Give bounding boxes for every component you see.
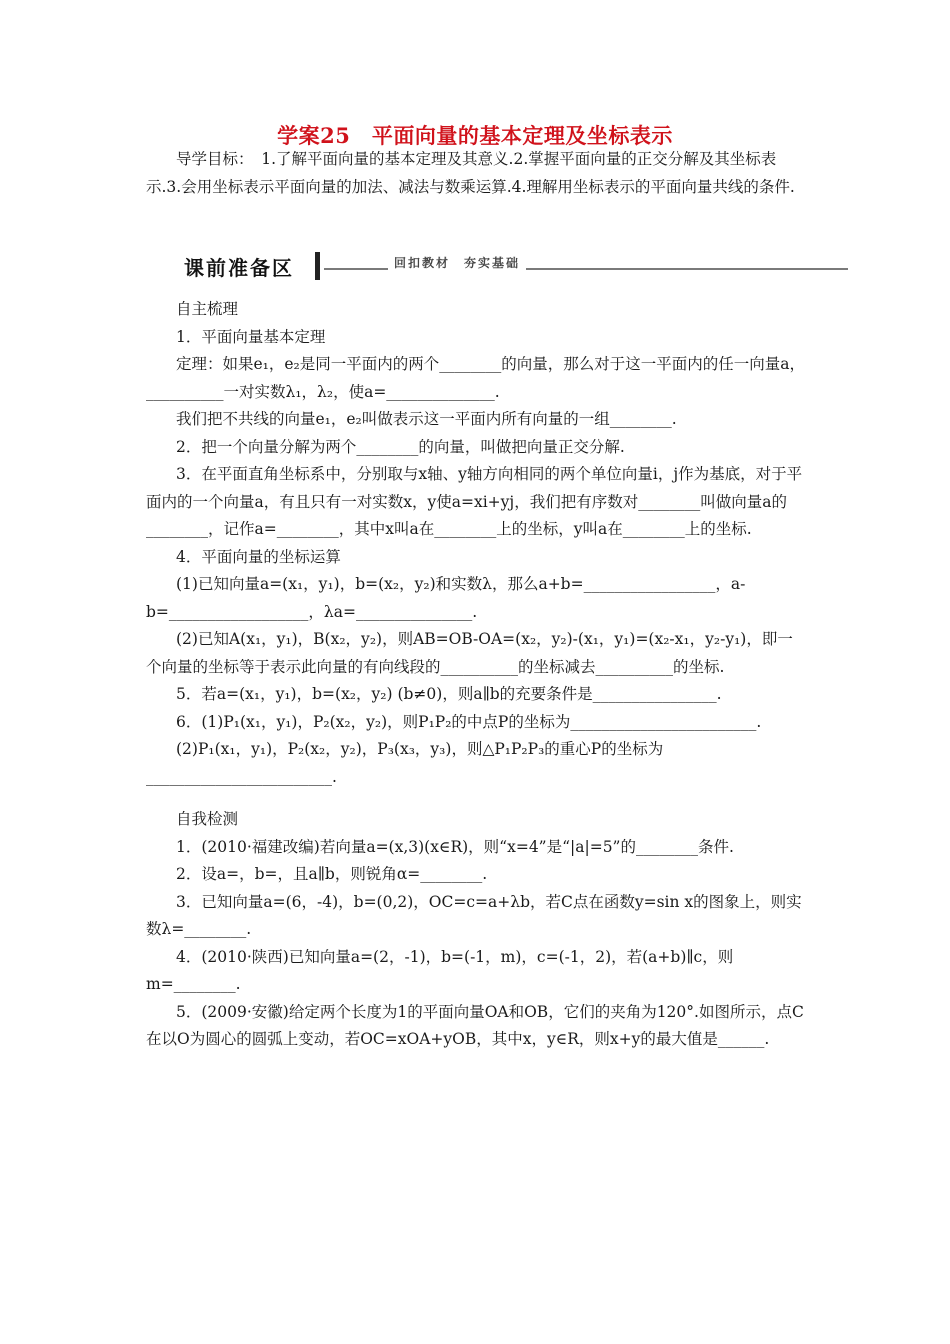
- banner-subtitle: 回扣教材 夯实基础: [388, 254, 526, 271]
- paragraph: (1)已知向量a=(x₁，y₁)，b=(x₂，y₂)和实数λ，那么a+b=_________________，a-b=__________________，λa=_______________.: [146, 575, 746, 621]
- paragraph: 4．平面向量的坐标运算: [176, 547, 341, 566]
- page-title: 学案25 平面向量的基本定理及坐标表示: [277, 123, 673, 148]
- paragraph: 1．平面向量基本定理: [176, 327, 326, 346]
- content-body: [146, 296, 806, 1054]
- section-heading-self-review: 自主梳理: [176, 300, 239, 318]
- paragraph: 我们把不共线的向量e₁，e₂叫做表示这一平面内所有向量的一组________.: [176, 410, 677, 428]
- banner-title: 课前准备区: [184, 256, 294, 280]
- paragraph: 2．把一个向量分解为两个________的向量，叫做把向量正交分解.: [176, 437, 625, 456]
- learning-goals: 导学目标： 1.了解平面向量的基本定理及其意义.2.掌握平面向量的正交分解及其坐标表示.3.会用坐标表示平面向量的加法、减法与数乘运算.4.理解用坐标表示的平面向量共线的条件.: [146, 150, 795, 196]
- exercise-item: 3．已知向量a=(6，-4)，b=(0,2)，OC=c=a+λb，若C点在函数y=sin x的图象上，则实数λ=________.: [146, 892, 802, 938]
- exercise-item: 4．(2010·陕西)已知向量a=(2，-1)，b=(-1，m)，c=(-1，2)，若(a+b)∥c，则m=________.: [146, 947, 734, 993]
- section-heading-self-test: 自我检测: [176, 810, 239, 828]
- paragraph: 5．若a=(x₁，y₁)，b=(x₂，y₂) (b≠0)，则a∥b的充要条件是________________.: [176, 685, 722, 703]
- banner-divider: [315, 252, 320, 280]
- paragraph: 定理：如果e₁，e₂是同一平面内的两个________的向量，那么对于这一平面内的任一向量a，__________一对实数λ₁，λ₂，使a=______________.: [146, 355, 806, 401]
- paragraph: 6．(1)P₁(x₁，y₁)，P₂(x₂，y₂)，则P₁P₂的中点P的坐标为________________________.: [176, 712, 762, 731]
- paragraph: (2)P₁(x₁，y₁)，P₂(x₂，y₂)，P₃(x₃，y₃)，则△P₁P₂P₃的重心P的坐标为________________________.: [146, 740, 664, 786]
- section-banner: [178, 252, 848, 280]
- exercise-item: 2．设a=，b=，且a∥b，则锐角α=________.: [176, 865, 488, 883]
- paragraph: 3．在平面直角坐标系中，分别取与x轴、y轴方向相同的两个单位向量i，j作为基底，对于平面内的一个向量a，有且只有一对实数x，y使a=xi+yj，我们把有序数对________叫做向量a的________，记作a=________，其中x叫a在________上的坐标，y叫a在________上的坐标.: [146, 465, 803, 538]
- paragraph: (2)已知A(x₁，y₁)，B(x₂，y₂)，则AB=OB-OA=(x₂，y₂)-(x₁，y₁)=(x₂-x₁，y₂-y₁)，即一个向量的坐标等于表示此向量的有向线段的__________的坐标减去__________的坐标.: [146, 630, 793, 676]
- exercise-item: 5．(2009·安徽)给定两个长度为1的平面向量OA和OB，它们的夹角为120°.如图所示，点C在以O为圆心的圆弧上变动，若OC=xOA+yOB，其中x，y∈R，则x+y的最大值是______.: [146, 1002, 804, 1048]
- exercise-item: 1．(2010·福建改编)若向量a=(x,3)(x∈R)，则“x=4”是“|a|=5”的________条件.: [176, 837, 734, 856]
